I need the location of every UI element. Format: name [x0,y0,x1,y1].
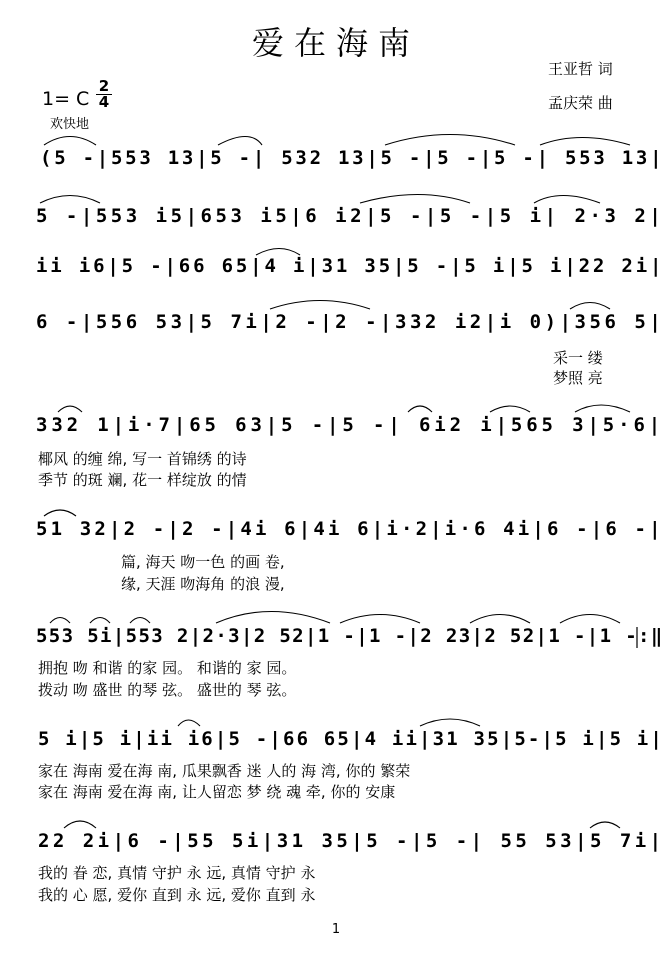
slur [360,195,470,204]
lyric-line: 家在 海南 爱在海 南, 让人留恋 梦 绕 魂 牵, 你的 安康 [38,783,396,801]
time-signature [96,77,112,111]
slur [340,615,420,624]
slur [44,137,96,146]
slur [408,406,432,412]
notation-line: 5 i|5 i|ii i6|5 -|66 65|4 ii|31 35|5-|5 i|5 i| [38,728,665,750]
slur [130,618,150,624]
meter-top: 2 [98,77,110,95]
notation-line: 553 5i|553 2|2·3|2 52|1 -|1 -|2 23|2 52|1 -|1 -:‖ [36,625,664,647]
slur [58,406,82,412]
notation-line: 5 -|553 i5|653 i5|6 i2|5 -|5 -|5 i| 2·3 2| [36,205,665,227]
notation-line: 51 32|2 -|2 -|4i 6|4i 6|i·2|i·6 4i|6 -|6 -| [36,518,664,540]
tempo-marking: 欢快地 [50,117,90,132]
slur [490,406,530,412]
slur [218,137,262,146]
slur [178,720,200,726]
notation-line: 6 -|556 53|5 7i|2 -|2 -|332 i2|i 0)|356 5| [36,311,665,333]
slur [534,196,600,204]
notation-line: 332 1|i·7|65 63|5 -|5 -| 6i2 i|565 3|5·6| [36,414,665,436]
lyric-line: 篇, 海天 吻一色 的画 卷, [121,553,285,571]
notation-line: ii i6|5 -|66 65|4 i|31 35|5 -|5 i|5 i|22 2i| [36,255,665,277]
lyric-line: 拥抱 吻 和谐 的家 园。 和谐的 家 园。 [38,659,297,677]
notation-line: (5 -|553 13|5 -| 532 13|5 -|5 -|5 -| 553 13| [40,147,665,169]
slur [420,719,480,726]
lyric-line: 椰风 的缠 绵, 写一 首锦绣 的诗 [38,450,247,468]
slur [470,615,530,624]
lyric-line: 家在 海南 爱在海 南, 瓜果飘香 迷 人的 海 湾, 你的 繁荣 [38,762,411,780]
slur [560,615,620,624]
slur [44,510,76,516]
lyric-line: 我的 眷 恋, 真情 守护 永 远, 真情 守护 永 [38,864,316,882]
slur [50,618,70,624]
lyric-line: 我的 心 愿, 爱你 直到 永 远, 爱你 直到 永 [38,886,316,904]
lyric-line: 梦照 亮 [553,369,603,387]
slur [385,135,515,146]
slur [270,301,370,310]
key-signature: 1= C [42,88,90,110]
meter-bottom: 4 [98,93,110,111]
lyric-line: 缘, 天涯 吻海角 的浪 漫, [121,575,285,593]
lyric-line: 采一 缕 [553,349,603,367]
slur [575,405,630,412]
lyric-line: 季节 的斑 斓, 花一 样绽放 的情 [38,471,247,489]
page-number: 1 [331,922,341,937]
slur [590,822,620,828]
slur [570,303,610,310]
slur [40,196,100,204]
slur [90,618,110,624]
slur [540,138,630,146]
page-title: 爱在海南 [251,24,420,62]
lyric-line: 拨动 吻 盛世 的琴 弦。 盛世的 琴 弦。 [38,681,297,699]
slur [64,821,96,828]
notation-line: 22 2i|6 -|55 5i|31 35|5 -|5 -| 55 53|5 7i| [38,830,665,852]
composer-credit: 孟庆荣 曲 [548,94,613,112]
lyricist-credit: 王亚哲 词 [548,60,613,78]
slur [216,612,330,624]
